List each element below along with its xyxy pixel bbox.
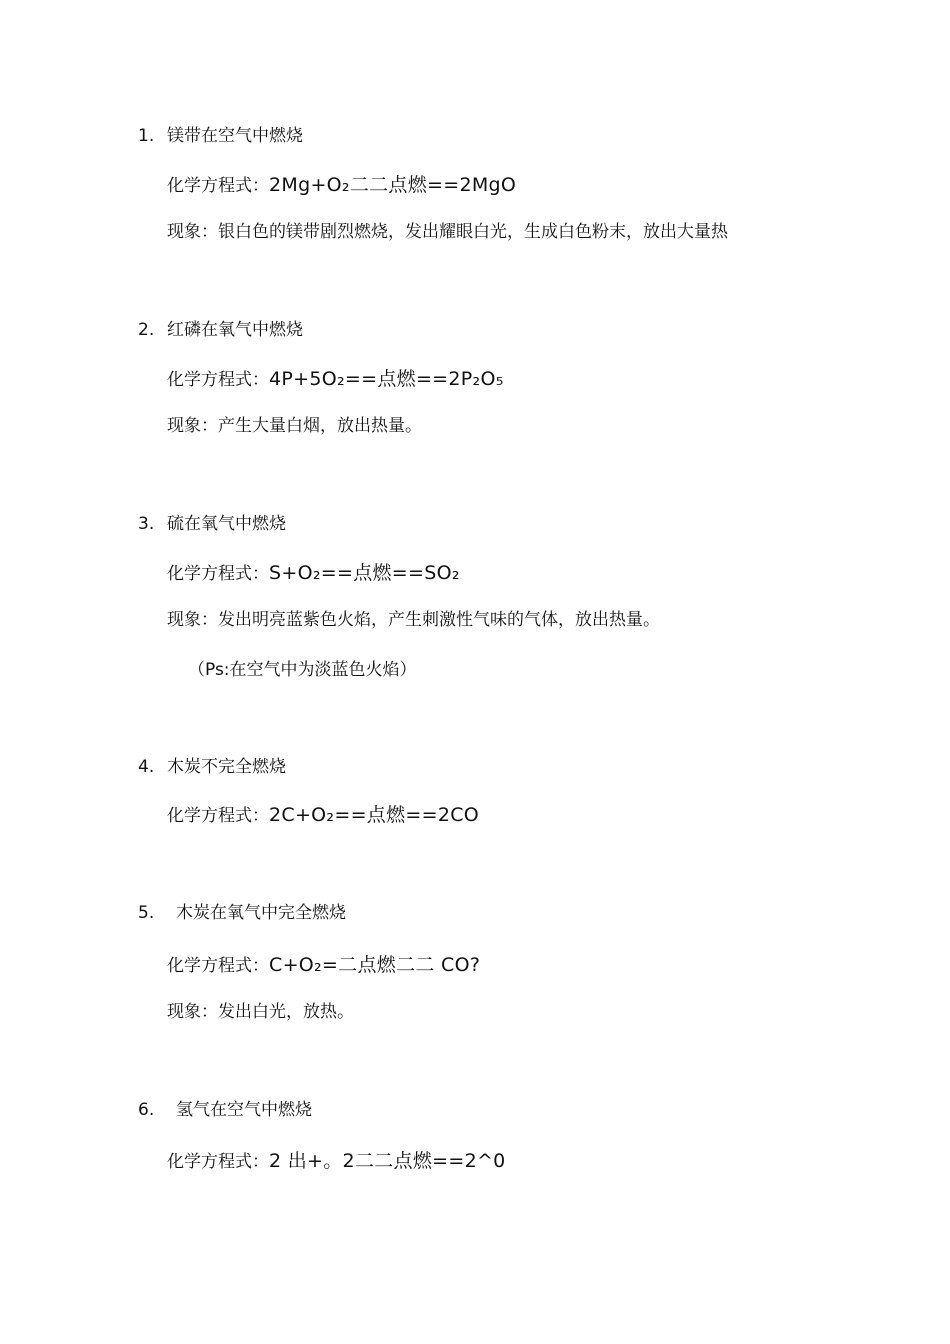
- section-number: 4.: [138, 757, 155, 777]
- equation-label: 化学方程式：: [167, 956, 269, 976]
- section-3-note: （Ps:在空气中为淡蓝色火焰）: [188, 660, 417, 680]
- section-title: 木炭在氧气中完全燃烧: [176, 903, 346, 923]
- section-number: 3.: [138, 514, 155, 534]
- equation-label: 化学方程式：: [167, 806, 269, 826]
- equation-formula: 2 出+。2二二点燃==2^0: [269, 1150, 506, 1172]
- equation-formula: 2Mg+O₂二二点燃==2MgO: [269, 174, 517, 196]
- equation-formula: C+O₂=二点燃二二 CO?: [269, 954, 481, 976]
- section-title: 红磷在氧气中燃烧: [167, 320, 303, 340]
- section-1-phenomenon: 现象：银白色的镁带剧烈燃烧，发出耀眼白光，生成白色粉末，放出大量热: [167, 222, 728, 242]
- section-2-phenomenon: 现象：产生大量白烟，放出热量。: [167, 416, 422, 436]
- section-number: 6.: [138, 1100, 155, 1120]
- section-title: 镁带在空气中燃烧: [167, 126, 303, 146]
- section-2-equation: [167, 367, 504, 392]
- section-5-equation: [167, 953, 480, 978]
- equation-label: 化学方程式：: [167, 1152, 269, 1172]
- equation-label: 化学方程式：: [167, 564, 269, 584]
- section-1-equation: [167, 173, 516, 198]
- equation-formula: 2C+O₂==点燃==2CO: [269, 804, 480, 826]
- equation-formula: S+O₂==点燃==SO₂: [269, 562, 460, 584]
- section-5-phenomenon: 现象：发出白光，放热。: [167, 1002, 354, 1022]
- section-number: 2.: [138, 320, 155, 340]
- equation-label: 化学方程式：: [167, 370, 269, 390]
- section-6-equation: [167, 1149, 506, 1174]
- equation-formula: 4P+5O₂==点燃==2P₂O₅: [269, 368, 504, 390]
- section-3-phenomenon: 现象：发出明亮蓝紫色火焰，产生刺激性气味的气体，放出热量。: [167, 610, 660, 630]
- section-title: 氢气在空气中燃烧: [176, 1100, 312, 1120]
- section-3-equation: [167, 561, 460, 586]
- section-number: 1.: [138, 126, 155, 146]
- section-number: 5.: [138, 903, 155, 923]
- section-title: 硫在氧气中燃烧: [167, 514, 286, 534]
- section-title: 木炭不完全燃烧: [167, 757, 286, 777]
- equation-label: 化学方程式：: [167, 176, 269, 196]
- section-4-equation: [167, 803, 479, 828]
